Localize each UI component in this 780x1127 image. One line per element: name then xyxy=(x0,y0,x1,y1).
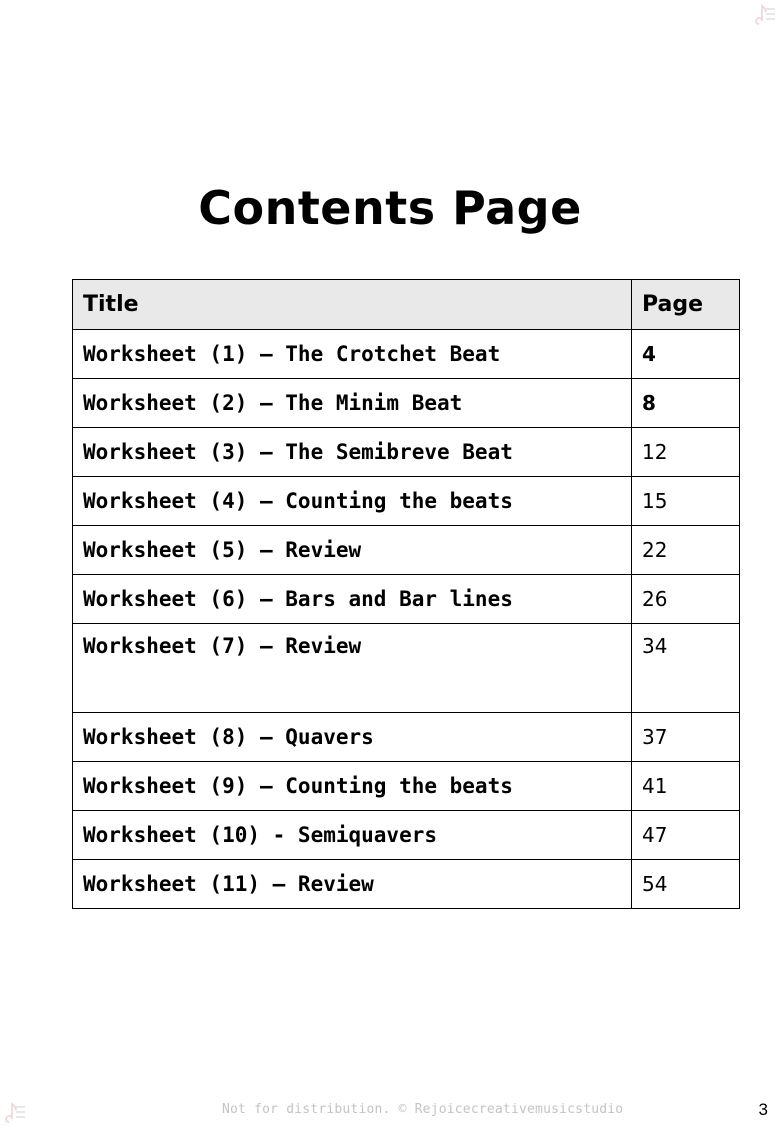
footer-copyright: Not for distribution. © Rejoicecreativemusicstudio xyxy=(222,1102,624,1117)
table-row xyxy=(73,428,740,477)
worksheet-title: Worksheet (4) – Counting the beats xyxy=(73,477,632,526)
worksheet-title: Worksheet (7) – Review xyxy=(73,624,632,713)
table-row xyxy=(73,811,740,860)
studio-logo-icon xyxy=(752,2,776,28)
page-number-cell: 47 xyxy=(632,811,740,860)
worksheet-title: Worksheet (10) - Semiquavers xyxy=(73,811,632,860)
page-title: Contents Page xyxy=(198,181,582,235)
worksheet-title: Worksheet (3) – The Semibreve Beat xyxy=(73,428,632,477)
page-number-cell: 8 xyxy=(632,379,740,428)
worksheet-title: Worksheet (5) – Review xyxy=(73,526,632,575)
column-header-page: Page xyxy=(632,280,740,330)
page-number-cell: 22 xyxy=(632,526,740,575)
table-row xyxy=(73,624,740,713)
worksheet-title: Worksheet (6) – Bars and Bar lines xyxy=(73,575,632,624)
studio-logo-icon xyxy=(2,1100,26,1126)
table-row xyxy=(73,860,740,909)
page-number: 3 xyxy=(758,1100,768,1119)
worksheet-title: Worksheet (1) – The Crotchet Beat xyxy=(73,330,632,379)
table-row xyxy=(73,477,740,526)
contents-table xyxy=(72,279,740,909)
worksheet-title: Worksheet (9) – Counting the beats xyxy=(73,762,632,811)
column-header-title: Title xyxy=(73,280,632,330)
page-number-cell: 41 xyxy=(632,762,740,811)
worksheet-title: Worksheet (8) – Quavers xyxy=(73,713,632,762)
page-number-cell: 54 xyxy=(632,860,740,909)
page-number-cell: 37 xyxy=(632,713,740,762)
worksheet-title: Worksheet (2) – The Minim Beat xyxy=(73,379,632,428)
table-row xyxy=(73,526,740,575)
table-row xyxy=(73,762,740,811)
table-row xyxy=(73,379,740,428)
table-row xyxy=(73,330,740,379)
worksheet-title: Worksheet (11) – Review xyxy=(73,860,632,909)
page-number-cell: 12 xyxy=(632,428,740,477)
page-number-cell: 26 xyxy=(632,575,740,624)
page-number-cell: 4 xyxy=(632,330,740,379)
table-header-row xyxy=(73,280,740,330)
page-number-cell: 15 xyxy=(632,477,740,526)
table-row xyxy=(73,575,740,624)
table-row xyxy=(73,713,740,762)
page-number-cell: 34 xyxy=(632,624,740,713)
